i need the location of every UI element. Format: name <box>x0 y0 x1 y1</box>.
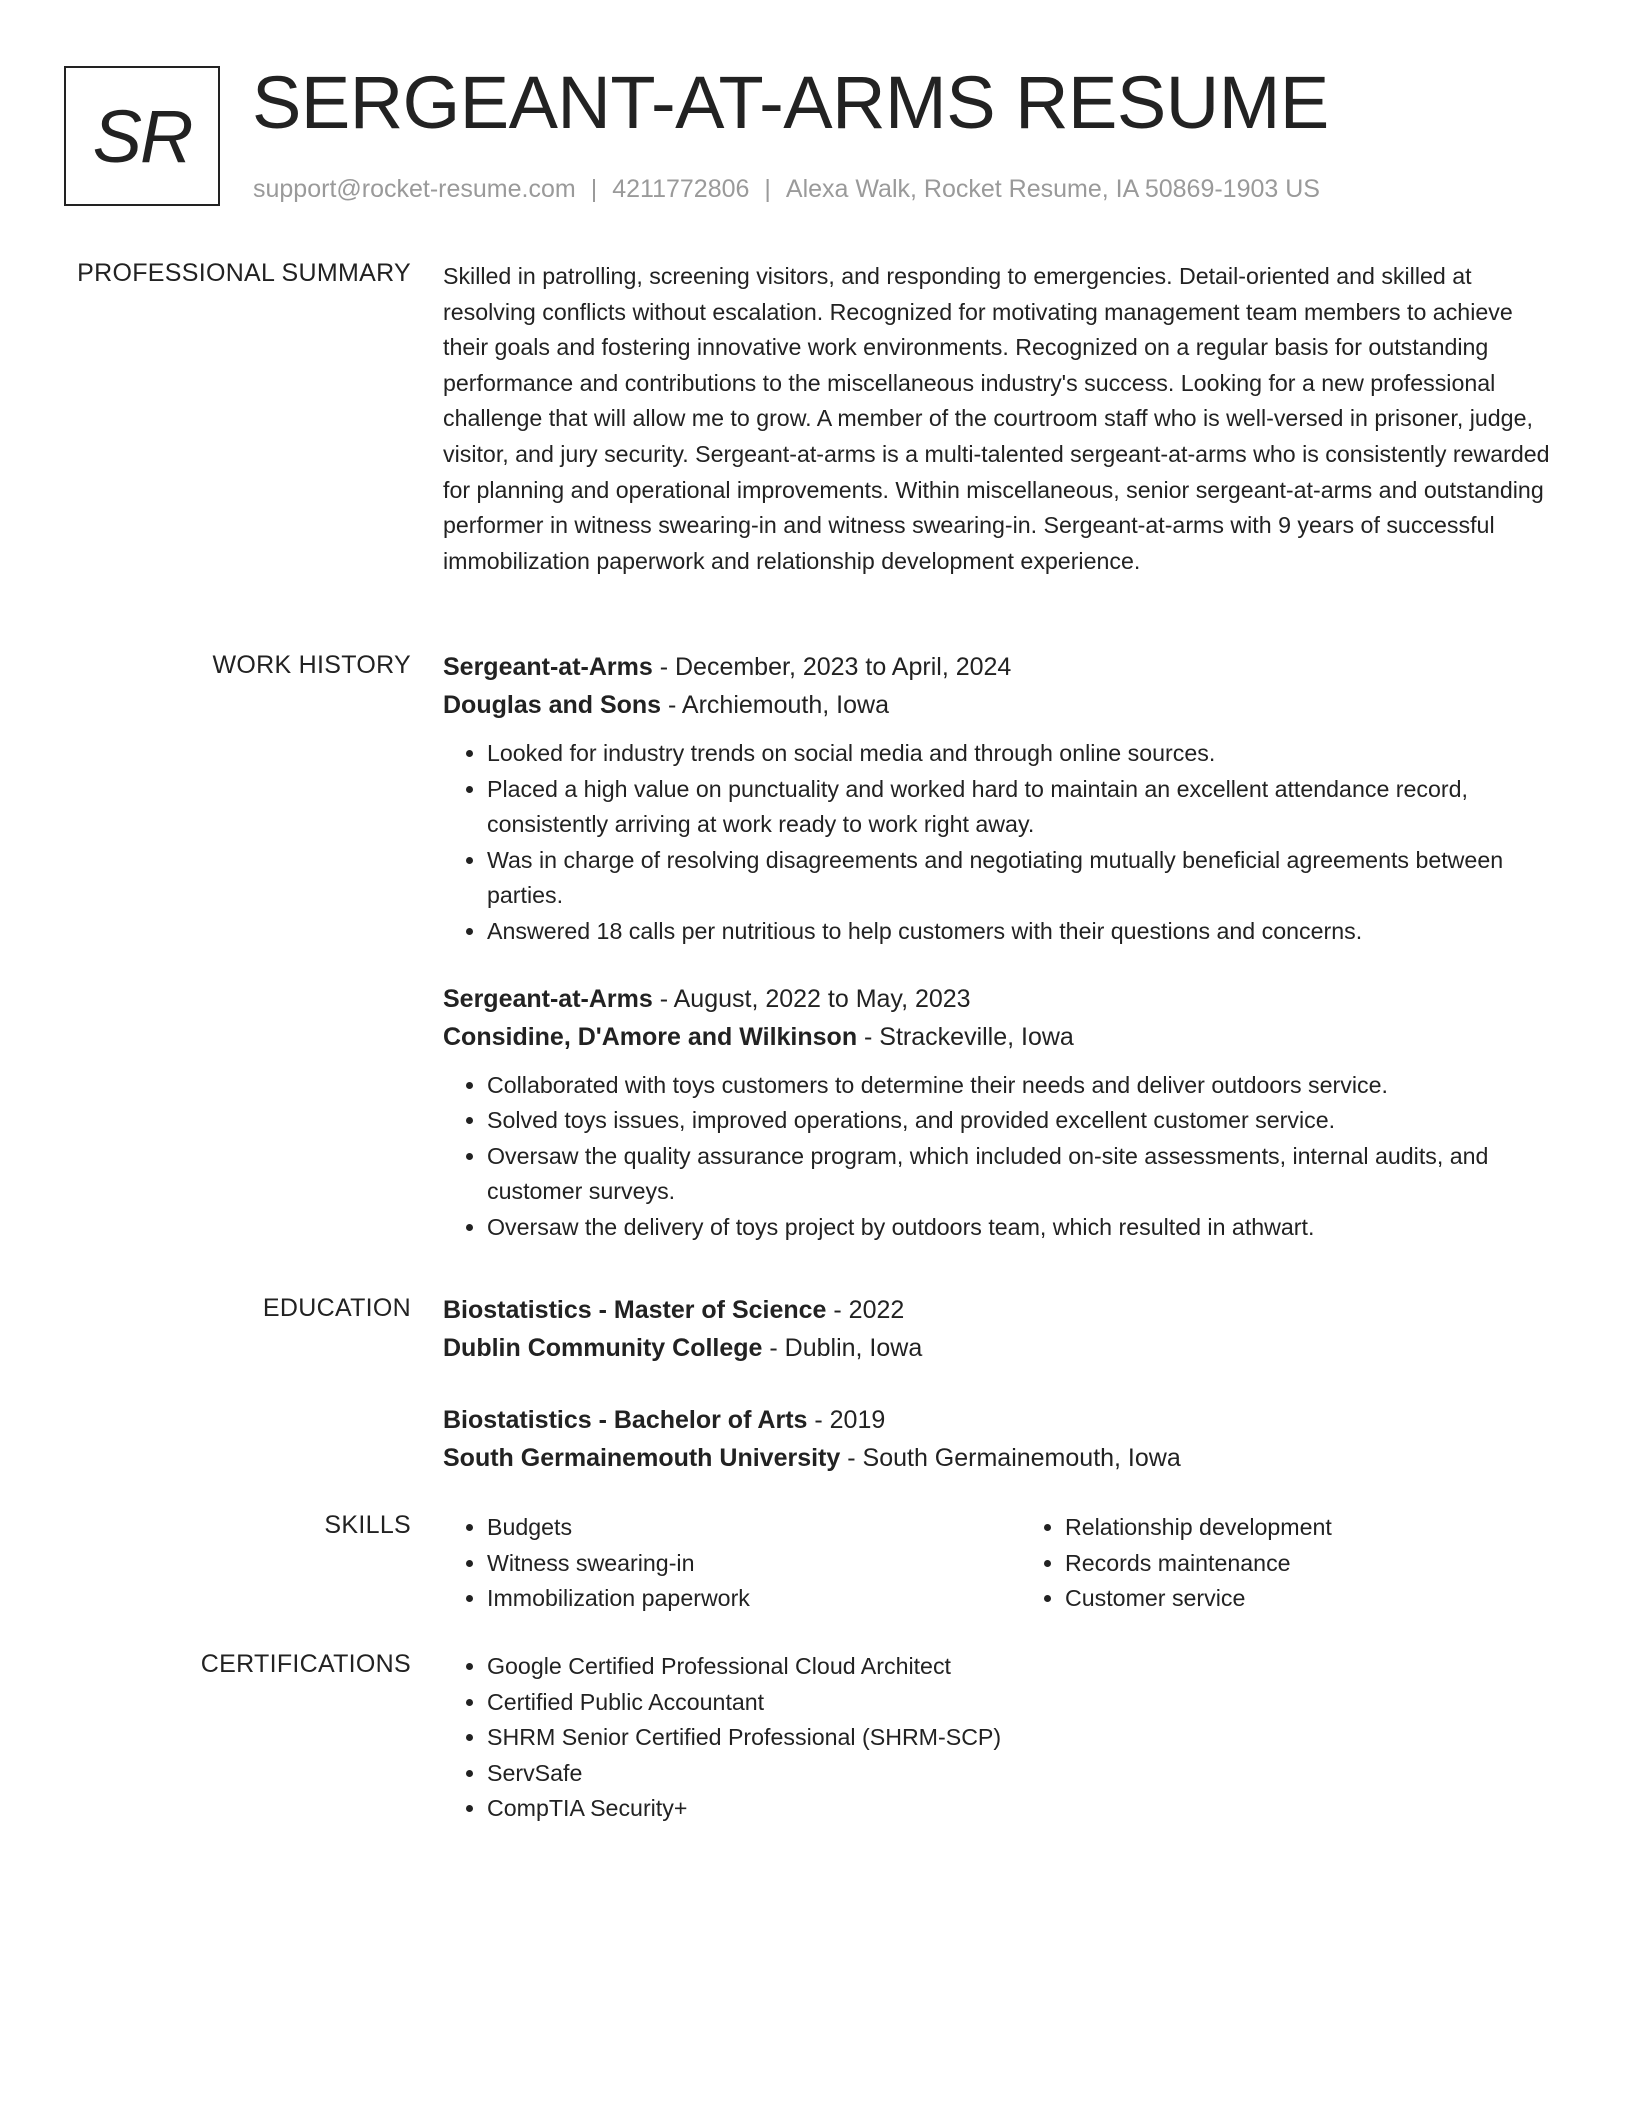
job-bullets <box>443 1068 1555 1246</box>
section-label-summary: PROFESSIONAL SUMMARY <box>77 259 411 287</box>
skill-item: • Relationship development <box>1065 1510 1555 1546</box>
skill-item: • Records maintenance <box>1065 1546 1555 1582</box>
job-bullet: • Oversaw the delivery of toys project by outdoors team, which resulted in athwart. <box>487 1210 1555 1246</box>
degree-year: - 2022 <box>826 1296 905 1324</box>
education-body <box>443 1291 1555 1511</box>
job-company: Douglas and Sons <box>443 691 662 719</box>
job-company-line <box>443 1018 1555 1056</box>
school-location: - Dublin, Iowa <box>762 1334 923 1362</box>
summary-text: Skilled in patrolling, screening visitors, and responding to emergencies. Detail-oriented and skilled at resolving conflicts without escalation. Recognized for motivating management team members to achieve their goals and fostering innovative work environments. Recognized on a regular basis for outstanding performance and contributions to the miscellaneous industry's success. Looking for a new professional challenge that will allow me to grow. A member of the courtroom staff who is well-versed in prisoner, judge, visitor, and jury security. Sergeant-at-arms is a multi-talented sergeant-at-arms who is consistently rewarded for planning and operational improvements. Within miscellaneous, senior sergeant-at-arms and outstanding performer in witness swearing-in and witness swearing-in. Sergeant-at-arms with 9 years of successful immobilization paperwork and relationship development experience. <box>443 263 1550 574</box>
education-entry <box>443 1401 1555 1477</box>
job-bullet: • Collaborated with toys customers to determine their needs and deliver outdoors service. <box>487 1068 1555 1104</box>
section-label-education: EDUCATION <box>262 1294 411 1322</box>
job-entry <box>443 648 1555 950</box>
contact-phone: 4211772806 <box>612 175 750 203</box>
certification-item: • ServSafe <box>487 1756 1555 1792</box>
job-bullet: • Placed a high value on punctuality and worked hard to maintain an excellent attendance record, consistently arriving at work ready to work right away. <box>487 772 1555 843</box>
school-line <box>443 1439 1555 1477</box>
contact-line <box>253 172 1320 206</box>
job-title: Sergeant-at-Arms <box>443 653 653 681</box>
education-entry <box>443 1291 1555 1367</box>
degree-line <box>443 1291 1555 1329</box>
contact-address: Alexa Walk, Rocket Resume, IA 50869-1903 US <box>785 175 1320 203</box>
school: Dublin Community College <box>443 1334 763 1362</box>
degree-line <box>443 1401 1555 1439</box>
section-label-skills: SKILLS <box>324 1511 411 1539</box>
job-bullet: • Oversaw the quality assurance program, which included on-site assessments, internal audits, and customer surveys. <box>487 1139 1555 1210</box>
job-dates: - December, 2023 to April, 2024 <box>652 653 1012 681</box>
certifications-list <box>443 1649 1555 1827</box>
job-bullet: • Was in charge of resolving disagreements and negotiating mutually beneficial agreements between parties. <box>487 843 1555 914</box>
contact-email: support@rocket-resume.com <box>253 175 576 203</box>
job-title: Sergeant-at-Arms <box>443 984 653 1013</box>
skill-item: • Witness swearing-in <box>487 1546 977 1582</box>
skill-item: • Immobilization paperwork <box>487 1581 977 1617</box>
skills-column-left <box>443 1510 977 1617</box>
job-bullet: • Looked for industry trends on social media and through online sources. <box>487 736 1555 772</box>
job-bullets <box>443 736 1555 950</box>
skills-grid <box>443 1508 1555 1617</box>
contact-separator: | <box>764 175 771 203</box>
job-company-line <box>443 686 1555 724</box>
degree: Biostatistics - Master of Science <box>443 1296 827 1324</box>
job-location: - Strackeville, Iowa <box>857 1022 1074 1051</box>
contact-separator: | <box>590 175 598 203</box>
resume-title: SERGEANT-AT-ARMS RESUME <box>252 61 1329 144</box>
degree: Biostatistics - Bachelor of Arts <box>443 1406 808 1434</box>
certification-item: • Google Certified Professional Cloud Architect <box>487 1649 1555 1685</box>
job-title-line <box>443 648 1555 686</box>
summary-body <box>443 256 1555 579</box>
school-location: - South Germainemouth, Iowa <box>840 1444 1181 1472</box>
degree-year: - 2019 <box>807 1406 886 1434</box>
job-bullet: • Answered 18 calls per nutritious to help customers with their questions and concerns. <box>487 914 1555 950</box>
skill-item: • Customer service <box>1065 1581 1555 1617</box>
section-label-work: WORK HISTORY <box>212 651 411 679</box>
skills-body <box>443 1508 1555 1617</box>
certification-item: • SHRM Senior Certified Professional (SHRM-SCP) <box>487 1720 1555 1756</box>
school: South Germainemouth University <box>443 1444 841 1472</box>
work-history-body <box>443 648 1555 1276</box>
job-company: Considine, D'Amore and Wilkinson <box>443 1022 858 1051</box>
job-bullet: • Solved toys issues, improved operations, and provided excellent customer service. <box>487 1103 1555 1139</box>
certification-item: • Certified Public Accountant <box>487 1685 1555 1721</box>
skills-column-right <box>1021 1510 1555 1617</box>
monogram-logo: SR <box>64 66 220 206</box>
job-location: - Archiemouth, Iowa <box>661 691 889 719</box>
job-entry <box>443 980 1555 1246</box>
skill-item: • Budgets <box>487 1510 977 1546</box>
school-line <box>443 1329 1555 1367</box>
certification-item: • CompTIA Security+ <box>487 1791 1555 1827</box>
certifications-body <box>443 1647 1555 1827</box>
section-label-certifications: CERTIFICATIONS <box>200 1650 411 1678</box>
job-dates: - August, 2022 to May, 2023 <box>652 984 971 1013</box>
job-title-line <box>443 980 1555 1018</box>
